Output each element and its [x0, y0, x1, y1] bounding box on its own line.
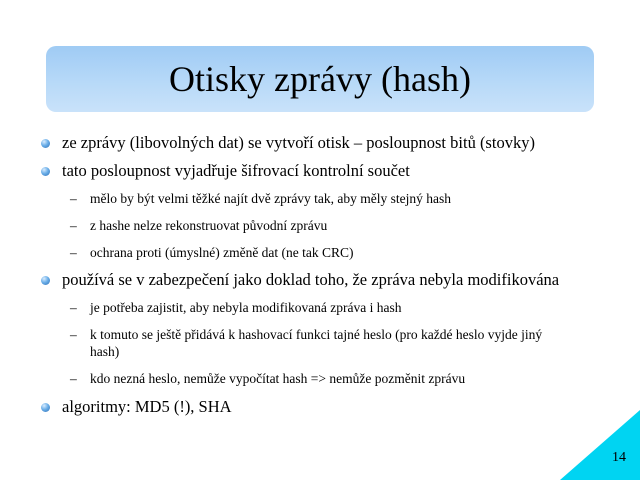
- bullet-dot-icon: [41, 167, 50, 176]
- bullet-4-text: algoritmy: MD5 (!), SHA: [62, 397, 232, 416]
- bullet-1-text: ze zprávy (libovolných dat) se vytvoří otisk – posloupnost bitů (stovky): [62, 133, 535, 152]
- sub-bullet-3-1-text: je potřeba zajistit, aby nebyla modifikovaná zpráva i hash: [90, 300, 402, 315]
- sub-bullet-2-1-text: mělo by být velmi těžké najít dvě zprávy tak, aby měly stejný hash: [90, 191, 452, 206]
- sub-bullet-2-3-text: ochrana proti (úmyslné) změně dat (ne tak CRC): [90, 245, 354, 260]
- bullet-3: [40, 270, 610, 290]
- dash-icon: –: [70, 218, 77, 233]
- bullet-1: [40, 133, 610, 153]
- bullet-3-text: používá se v zabezpečení jako doklad toho, že zpráva nebyla modifikována: [62, 270, 560, 289]
- corner-triangle: [560, 410, 640, 480]
- sub-bullet-3-2: [40, 326, 560, 360]
- dash-icon: –: [70, 245, 77, 260]
- sub-bullet-3-2-text: k tomuto se ještě přidává k hashovací funkci tajné heslo (pro každé heslo vyjde jiný hash): [90, 327, 543, 359]
- sub-bullet-2-3: [40, 244, 610, 261]
- bullet-dot-icon: [41, 139, 50, 148]
- bullet-dot-icon: [41, 403, 50, 412]
- slide-title-box: [46, 46, 594, 112]
- slide-content: [40, 133, 610, 417]
- sub-bullet-3-1: [40, 299, 610, 316]
- sub-bullet-3-3-text: kdo nezná heslo, nemůže vypočítat hash => nemůže pozměnit zprávu: [90, 371, 466, 386]
- sub-bullet-2-2-text: z hashe nelze rekonstruovat původní zprávu: [90, 218, 328, 233]
- dash-icon: –: [70, 300, 77, 315]
- slide-title: Otisky zprávy (hash): [169, 59, 471, 99]
- bullet-2: [40, 161, 610, 181]
- dash-icon: –: [70, 327, 77, 342]
- page-number: 14: [612, 450, 626, 465]
- dash-icon: –: [70, 191, 77, 206]
- bullet-dot-icon: [41, 276, 50, 285]
- sub-bullet-2-1: [40, 190, 610, 207]
- sub-bullet-2-2: [40, 217, 610, 234]
- sub-bullet-3-3: [40, 370, 610, 387]
- dash-icon: –: [70, 371, 77, 386]
- bullet-2-text: tato posloupnost vyjadřuje šifrovací kontrolní součet: [62, 161, 410, 180]
- bullet-4: [40, 397, 610, 417]
